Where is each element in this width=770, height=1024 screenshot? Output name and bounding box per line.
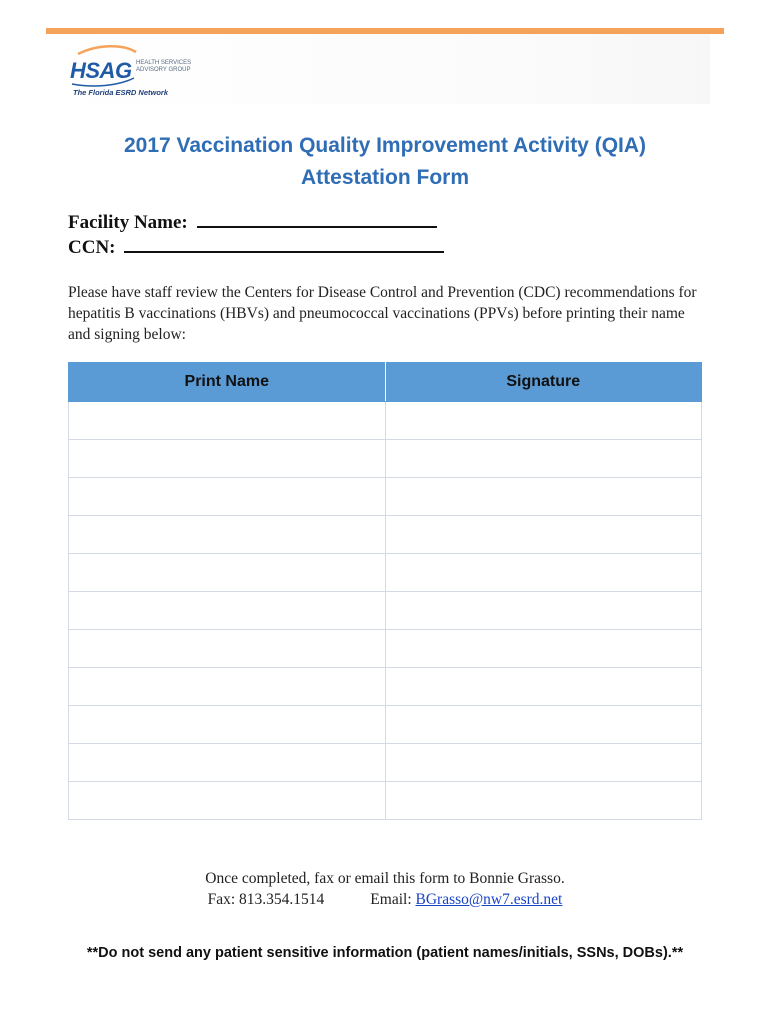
signature-table-body (69, 402, 702, 820)
sensitive-info-warning: **Do not send any patient sensitive information (patient names/initials, SSNs, DOBs).** (86, 945, 684, 961)
table-row (69, 706, 702, 744)
table-row (69, 630, 702, 668)
table-row (69, 668, 702, 706)
signature-cell[interactable] (385, 592, 702, 630)
table-row (69, 478, 702, 516)
signature-cell[interactable] (385, 706, 702, 744)
ccn-label: CCN: (68, 237, 116, 258)
signature-cell[interactable] (385, 402, 702, 440)
fax-number: Fax: 813.354.1514 (207, 891, 325, 908)
table-row (69, 744, 702, 782)
signature-cell[interactable] (385, 554, 702, 592)
print-name-cell[interactable] (69, 440, 386, 478)
print-name-cell[interactable] (69, 516, 386, 554)
ccn-field (68, 235, 444, 259)
signature-table (68, 362, 702, 820)
logo-org-line1: HEALTH SERVICES (136, 60, 192, 66)
contact-line (0, 889, 770, 910)
facility-name-field (68, 210, 437, 234)
print-name-header: Print Name (69, 363, 386, 402)
signature-cell[interactable] (385, 630, 702, 668)
facility-name-label: Facility Name: (68, 212, 188, 233)
table-row (69, 592, 702, 630)
form-title (0, 130, 770, 194)
print-name-cell[interactable] (69, 554, 386, 592)
ccn-blank[interactable] (124, 235, 444, 253)
table-row (69, 440, 702, 478)
email-link[interactable]: BGrasso@nw7.esrd.net (415, 891, 563, 908)
instructions-text: Please have staff review the Centers for Disease Control and Prevention (CDC) recommendations for hepatitis B vaccinations (HBVs) and pneumococcal vaccinations (PPVs) before printing their name and signing below: (68, 284, 697, 343)
footer-instructions (0, 868, 770, 910)
signature-cell[interactable] (385, 668, 702, 706)
signature-cell[interactable] (385, 440, 702, 478)
print-name-cell[interactable] (69, 592, 386, 630)
logo-wordmark: HSAG (70, 58, 132, 83)
table-row (69, 402, 702, 440)
hsag-logo (68, 44, 208, 100)
logo-tagline: The Florida ESRD Network (73, 88, 169, 97)
form-title-line1: 2017 Vaccination Quality Improvement Activity (QIA) (123, 134, 647, 157)
print-name-cell[interactable] (69, 402, 386, 440)
print-name-cell[interactable] (69, 630, 386, 668)
table-row (69, 782, 702, 820)
signature-cell[interactable] (385, 782, 702, 820)
print-name-cell[interactable] (69, 478, 386, 516)
table-header-row (69, 363, 702, 402)
logo-org-line2: ADVISORY GROUP (136, 67, 191, 73)
table-row (69, 554, 702, 592)
facility-name-blank[interactable] (197, 210, 437, 228)
signature-cell[interactable] (385, 516, 702, 554)
print-name-cell[interactable] (69, 744, 386, 782)
table-row (69, 516, 702, 554)
form-title-line2: Attestation Form (301, 166, 469, 189)
print-name-cell[interactable] (69, 668, 386, 706)
footer-line1: Once completed, fax or email this form to Bonnie Grasso. (205, 870, 565, 887)
signature-cell[interactable] (385, 478, 702, 516)
email-label: Email: (370, 891, 412, 908)
signature-header: Signature (385, 363, 702, 402)
signature-cell[interactable] (385, 744, 702, 782)
print-name-cell[interactable] (69, 782, 386, 820)
print-name-cell[interactable] (69, 706, 386, 744)
